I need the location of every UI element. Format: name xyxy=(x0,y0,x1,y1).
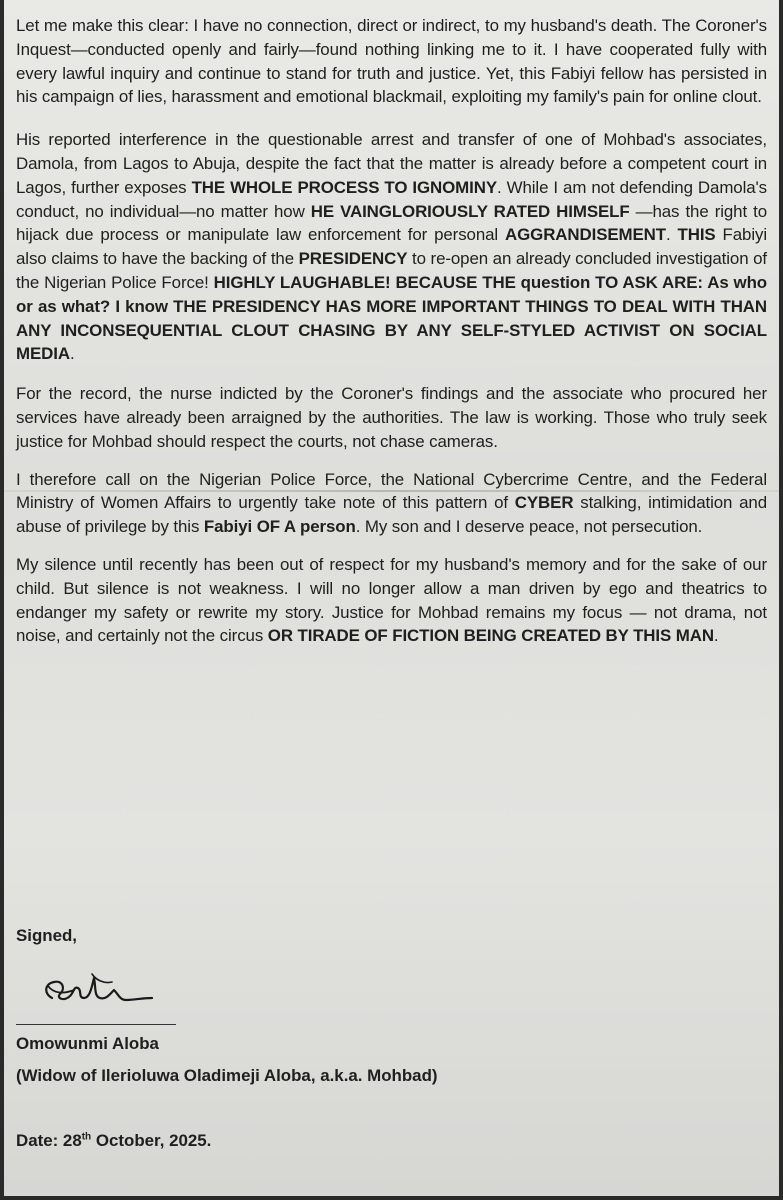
date-line xyxy=(16,1131,211,1151)
text-run: stalking, intimidation and abuse of privilege by this xyxy=(16,493,767,537)
bold-text-run: PRESIDENCY xyxy=(298,249,408,269)
text-run: His reported interference in the questionable arrest and transfer of one of Mohbad's associates, Damola, from Lagos to Abuja, despite the fact that the matter is already before a competent court in Lagos, further exposes xyxy=(16,130,767,197)
text-run: . xyxy=(713,626,719,646)
text-run: . My son and I deserve peace, not persecution. xyxy=(355,517,703,537)
bold-text-run: CYBER xyxy=(514,493,574,513)
text-run: My silence until recently has been out of respect for my husband's memory and for the sake of our child. But silence is not weakness. I will no longer allow a man driven by ego and theatrics to endanger my safety or rewrite my story. Justice for Mohbad remains my focus — not drama, not noise, and certainly not the circus xyxy=(16,554,767,646)
text-run: to re-open an already concluded investigation of the Nigerian Police Force! xyxy=(16,249,767,292)
paragraph-4 xyxy=(16,468,767,539)
text-run: . xyxy=(665,225,678,245)
text-run: . xyxy=(69,344,75,364)
signatory-name: Omowunmi Aloba xyxy=(16,1034,159,1053)
signature-line xyxy=(16,1024,176,1025)
letter-body xyxy=(16,14,767,648)
bold-text-run: THE WHOLE PROCESS TO IGNOMINY xyxy=(191,177,498,197)
page-fold-line xyxy=(4,490,779,492)
bold-text-run: HE VAINGLORIOUSLY RATED HIMSELF xyxy=(310,201,630,221)
bold-text-run: OR TIRADE OF FICTION BEING CREATED BY THIS MAN xyxy=(267,626,714,646)
signatory-title: (Widow of Ilerioluwa Oladimeji Aloba, a.k.a. Mohbad) xyxy=(16,1066,438,1085)
bold-text-run: THIS xyxy=(677,225,716,245)
paragraph-3 xyxy=(16,382,767,453)
text-run: Let me make this clear: I have no connection, direct or indirect, to my husband's death. The Coroner's Inquest—conducted openly and fairly—found nothing linking me to it. I have cooperated fully with every lawful inquiry and continue to stand for truth and justice. Yet, this Fabiyi fellow has persisted in his campaign of lies, harassment and emotional blackmail, exploiting my family's pain for online clout. xyxy=(16,16,767,107)
bold-text-run: Fabiyi OF A person xyxy=(203,517,356,537)
bold-text-run: AGGRANDISEMENT xyxy=(505,225,666,245)
paragraph-2 xyxy=(16,128,767,366)
date-rest: October, 2025. xyxy=(91,1131,212,1150)
text-run: I therefore call on the Nigerian Police Force, the National Cybercrime Centre, and the Federal Ministry of Women Affairs to urgently take note of this pattern of xyxy=(16,469,767,513)
signed-label: Signed, xyxy=(16,926,77,945)
paragraph-1 xyxy=(16,14,767,109)
paragraph-5 xyxy=(16,553,767,648)
text-run: . While I am not defending Damola's conduct, no individual—no matter how xyxy=(16,177,767,221)
text-run: —has the right to hijack due process or manipulate law enforcement for personal xyxy=(16,201,768,245)
letter-page xyxy=(4,0,779,1196)
text-run: For the record, the nurse indicted by the Coroner's findings and the associate who procured her services have already been arraigned by the authorities. The law is working. Those who truly seek justice for Mohbad should respect the courts, not chase cameras. xyxy=(16,384,767,451)
date-ordinal: th xyxy=(81,1131,92,1143)
date-label: Date: 28 xyxy=(16,1131,82,1150)
bold-text-run: HIGHLY LAUGHABLE! BECAUSE THE question TO ASK ARE: As who or as what? I know THE PRESIDENCY HAS MORE IMPORTANT THINGS TO DEAL WITH THAN ANY INCONSEQUENTIAL CLOUT CHASING BY ANY SELF-STYLED ACTIVIST ON SOCIAL MEDIA xyxy=(16,272,768,364)
text-run: Fabiyi also claims to have the backing of the xyxy=(16,225,767,269)
handwritten-signature-image xyxy=(34,964,174,1016)
